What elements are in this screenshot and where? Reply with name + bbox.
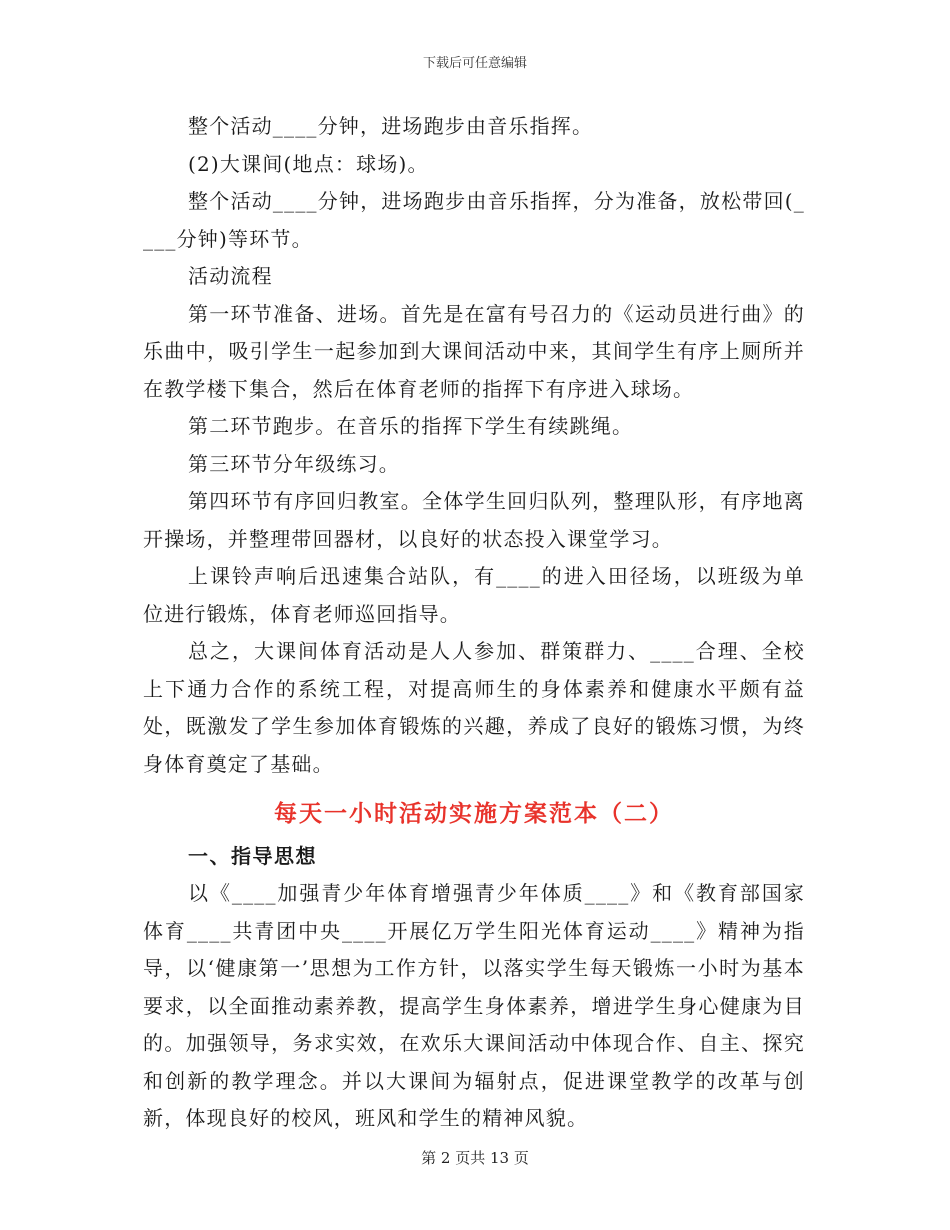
paragraph-step-one: 第一环节准备、进场。首先是在富有号召力的《运动员进行曲》的乐曲中，吸引学生一起参加到大课间活动中来，其间学生有序上厕所并在教学楼下集合，然后在体育老师的指挥下有序进入球场。: [143, 301, 805, 401]
paragraph-step-four: 第四环节有序回归教室。全体学生回归队列，整理队形，有序地离开操场，并整理带回器材，以良好的状态投入课堂学习。: [143, 489, 805, 551]
document-title: 每天一小时活动实施方案范本（二）: [274, 801, 674, 827]
page-header-note: 下载后可任意编辑: [422, 56, 527, 71]
section-heading-guiding-ideology: 一、指导思想: [188, 844, 317, 868]
paragraph-step-two: 第二环节跑步。在音乐的指挥下学生有续跳绳。: [188, 414, 634, 438]
paragraph-class-bell: 上课铃声响后迅速集合站队，有____的进入田径场，以班级为单位进行锻炼，体育老师巡回指导。: [143, 564, 805, 626]
document-body: [143, 108, 805, 1138]
page-number: 第 2 页共 13 页: [421, 1149, 529, 1167]
paragraph-activity-sections: 整个活动____分钟，进场跑步由音乐指挥，分为准备，放松带回(____分钟)等环节。: [143, 189, 805, 251]
paragraph-step-three: 第三环节分年级练习。: [188, 451, 400, 476]
paragraph-process-heading: 活动流程: [188, 264, 273, 288]
paragraph-guiding-ideology: 以《____加强青少年体育增强青少年体质____》和《教育部国家体育____共青团中央____开展亿万学生阳光体育运动____》精神为指导，以‘健康第一’思想为工作方针，以落实学生每天锻炼一小时为基本要求，以全面推动素养教，提高学生身体素养，增进学生身心健康为目的。加强领导，务求实效，在欢乐大课间活动中体现合作、自主、探究和创新的教学理念。并以大课间为辐射点，促进课堂教学的改革与创新，体现良好的校风，班风和学生的精神风貌。: [143, 881, 805, 1130]
paragraph-activity-duration: 整个活动____分钟，进场跑步由音乐指挥。: [188, 114, 594, 138]
paragraph-big-break-location: (2)大课间(地点：球场)。: [188, 151, 429, 176]
paragraph-summary: 总之，大课间体育活动是人人参加、群策群力、____合理、全校上下通力合作的系统工程，对提高师生的身体素养和健康水平颇有益处，既激发了学生参加体育锻炼的兴趣，养成了良好的锻炼习惯，为终身体育奠定了基础。: [143, 639, 805, 776]
